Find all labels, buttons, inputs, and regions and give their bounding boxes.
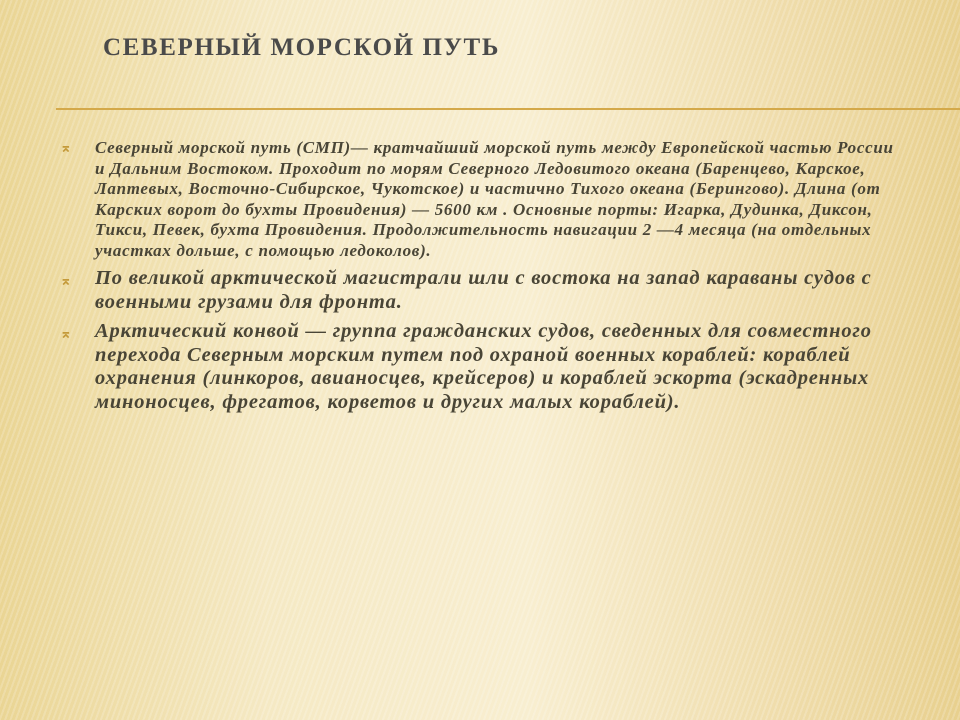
bullet-item-arctic-convoy <box>60 320 900 414</box>
bullet-marker-icon: ⌅ <box>60 141 73 156</box>
bullet-item-caravans <box>60 267 900 314</box>
bullet-text: Арктический конвой — группа гражданских судов, сведенных для совместного перехода Северным морским путем под охраной военных кораблей: кораблей охранения (линкоров, авианосцев, крейсеров) и кораблей эскорта (эскадренных миноносцев, фрегатов, корветов и других малых кораблей). <box>95 320 872 413</box>
bullet-marker-icon: ⌅ <box>60 327 73 342</box>
bullet-text: По великой арктической магистрали шли с востока на запад караваны судов с военными грузами для фронта. <box>95 267 872 313</box>
slide-title: СЕВЕРНЫЙ МОРСКОЙ ПУТЬ <box>103 34 500 61</box>
bullet-text: Северный морской путь (СМП)— кратчайший морской путь между Европейской частью России и Дальним Востоком. Проходит по морям Северного Ледовитого океана (Баренцево, Карское, Лаптевых, Восточно-Сибирское, Чукотское) и частично Тихого океана (Берингово). Длина (от Карских ворот до бухты Провидения) — 5600 км . Основные порты: Игарка, Дудинка, Диксон, Тикси, Певек, бухта Провидения. Продолжительность навигации 2 —4 месяца (на отдельных участках дольше, с помощью ледоколов). <box>95 138 894 260</box>
title-divider <box>56 108 960 110</box>
bullet-item-route-description <box>60 138 900 261</box>
bullet-marker-icon: ⌅ <box>60 274 73 289</box>
bullet-list <box>60 138 900 420</box>
